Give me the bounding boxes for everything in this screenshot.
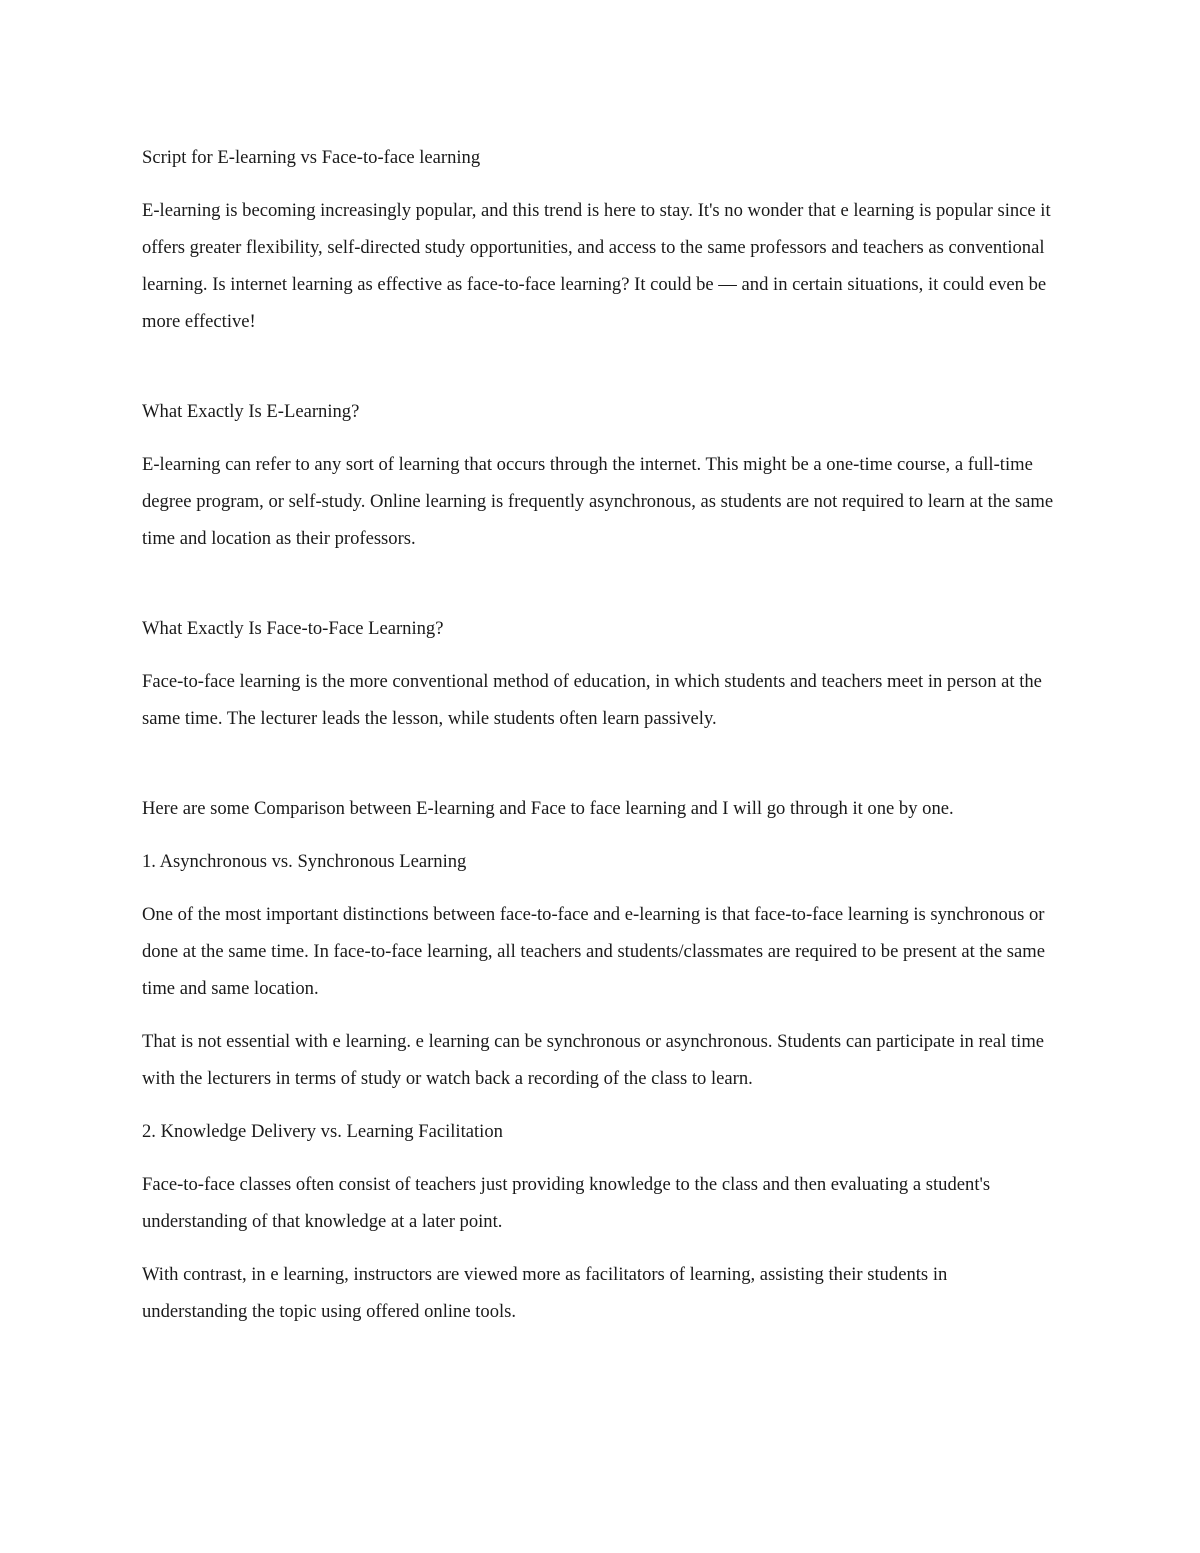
- point-paragraph-asynchronous-1: One of the most important distinctions between face-to-face and e-learning is that face-to-face learning is synchronous or done at the same time. In face-to-face learning, all teachers and students/classmates are required to be present at the same time and same location.: [142, 904, 1045, 999]
- point-paragraph-knowledge-delivery-1: Face-to-face classes often consist of teachers just providing knowledge to the class and then evaluating a student's understanding of that knowledge at a later point.: [142, 1174, 991, 1232]
- section-heading-elearning: What Exactly Is E-Learning?: [142, 401, 360, 422]
- point-paragraph-knowledge-delivery-2: With contrast, in e learning, instructors are viewed more as facilitators of learning, assisting their students in understanding the topic using offered online tools.: [142, 1264, 948, 1322]
- comparison-intro-paragraph: Here are some Comparison between E-learning and Face to face learning and I will go through it one by one.: [142, 798, 954, 819]
- spacer: [142, 573, 1057, 610]
- point-heading-knowledge-delivery: 2. Knowledge Delivery vs. Learning Facilitation: [142, 1121, 503, 1142]
- document-body: [142, 139, 1057, 1346]
- section-body-elearning: E-learning can refer to any sort of learning that occurs through the internet. This might be a one-time course, a full-time degree program, or self-study. Online learning is frequently asynchronous, as students are not required to learn at the same time and location as their professors.: [142, 454, 1054, 549]
- spacer: [142, 356, 1057, 393]
- intro-paragraph: E-learning is becoming increasingly popular, and this trend is here to stay. It's no wonder that e learning is popular since it offers greater flexibility, self-directed study opportunities, and access to the same professors and teachers as conventional learning. Is internet learning as effective as face-to-face learning? It could be — and in certain situations, it could even be more effective!: [142, 200, 1051, 332]
- section-heading-face-to-face: What Exactly Is Face-to-Face Learning?: [142, 618, 444, 639]
- point-paragraph-asynchronous-2: That is not essential with e learning. e learning can be synchronous or asynchronous. Students can participate in real time with the lecturers in terms of study or watch back a recording of the class to learn.: [142, 1031, 1045, 1089]
- section-body-face-to-face: Face-to-face learning is the more conventional method of education, in which students and teachers meet in person at the same time. The lecturer leads the lesson, while students often learn passively.: [142, 671, 1042, 729]
- document-title: Script for E-learning vs Face-to-face learning: [142, 147, 481, 168]
- spacer: [142, 753, 1057, 790]
- point-heading-asynchronous: 1. Asynchronous vs. Synchronous Learning: [142, 851, 467, 872]
